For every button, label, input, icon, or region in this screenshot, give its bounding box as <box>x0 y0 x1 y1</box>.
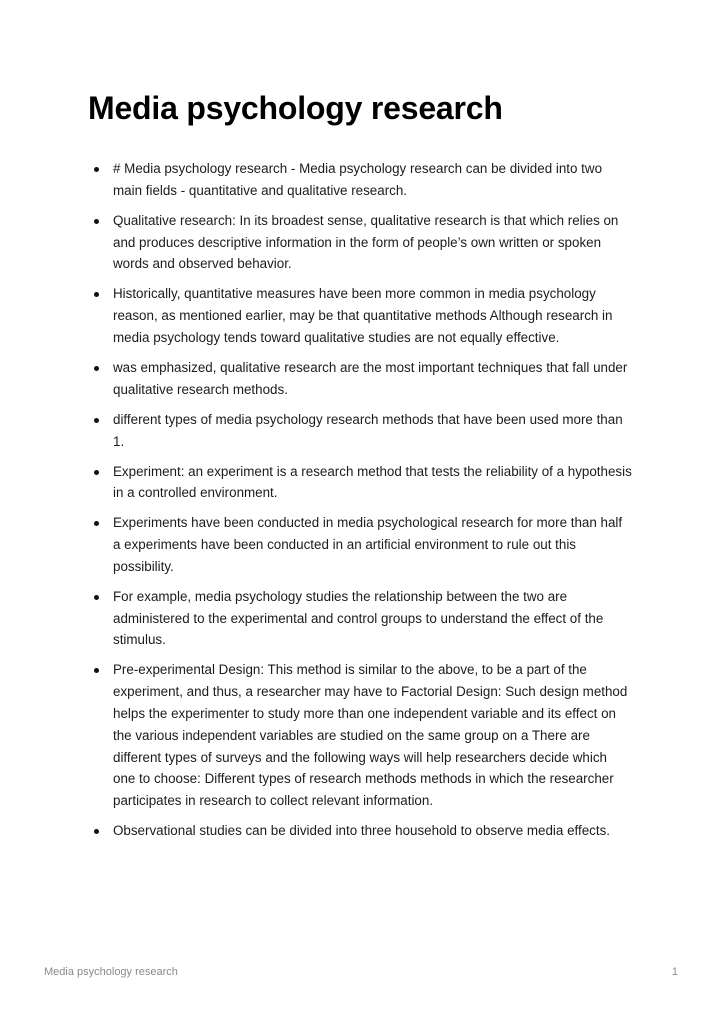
bullet-icon <box>94 521 99 526</box>
bullet-icon <box>94 167 99 172</box>
bullet-text: different types of media psychology research methods that have been used more than 1. <box>113 411 623 449</box>
bullet-icon <box>94 829 99 834</box>
bullet-item <box>113 283 633 348</box>
bullet-item <box>113 409 633 453</box>
bullet-text: Experiments have been conducted in media psychological research for more than half a experiments have been conducted in an artificial environment to rule out this possibility. <box>113 515 623 574</box>
bullet-text: was emphasized, qualitative research are the most important techniques that fall under qualitative research methods. <box>113 359 628 397</box>
bullet-item <box>113 158 633 202</box>
bullet-list <box>113 158 633 850</box>
bullet-text: Observational studies can be divided into three household to observe media effects. <box>113 823 611 839</box>
bullet-item <box>113 357 633 401</box>
bullet-text: Experiment: an experiment is a research method that tests the reliability of a hypothesis in a controlled environment. <box>113 463 632 501</box>
bullet-item <box>113 210 633 275</box>
page-title: Media psychology research <box>88 90 503 126</box>
bullet-text: Pre-experimental Design: This method is similar to the above, to be a part of the experiment, and thus, a researcher may have to Factorial Design: Such design method helps the experimenter to study more than one independent variable and its effect on the various independent variables are studied on the same group on a There are different types of surveys and the following ways will help researchers decide which one to choose: Different types of research methods methods in which the researcher participates in research to collect relevant information. <box>113 662 628 809</box>
bullet-item <box>113 820 633 842</box>
bullet-icon <box>94 366 99 371</box>
page-number: 1 <box>671 966 678 978</box>
bullet-item <box>113 512 633 577</box>
bullet-icon <box>94 668 99 673</box>
bullet-item <box>113 461 633 505</box>
bullet-icon <box>94 470 99 475</box>
bullet-text: For example, media psychology studies the relationship between the two are administered to the experimental and control groups to understand the effect of the stimulus. <box>113 588 604 648</box>
bullet-text: Historically, quantitative measures have been more common in media psychology reason, as mentioned earlier, may be that quantitative methods Although research in media psychology tends toward qualitative studies are not equally effective. <box>113 286 613 345</box>
bullet-icon <box>94 595 99 600</box>
bullet-icon <box>94 219 99 224</box>
bullet-item <box>113 586 633 651</box>
bullet-icon <box>94 418 99 423</box>
bullet-text: # Media psychology research - Media psychology research can be divided into two main fields - quantitative and qualitative research. <box>113 161 603 198</box>
bullet-icon <box>94 292 99 297</box>
bullet-text: Qualitative research: In its broadest sense, qualitative research is that which relies on and produces descriptive information in the form of people’s own written or spoken words and observed behavior. <box>113 212 619 272</box>
footer-title: Media psychology research <box>44 966 178 978</box>
bullet-item <box>113 659 633 812</box>
